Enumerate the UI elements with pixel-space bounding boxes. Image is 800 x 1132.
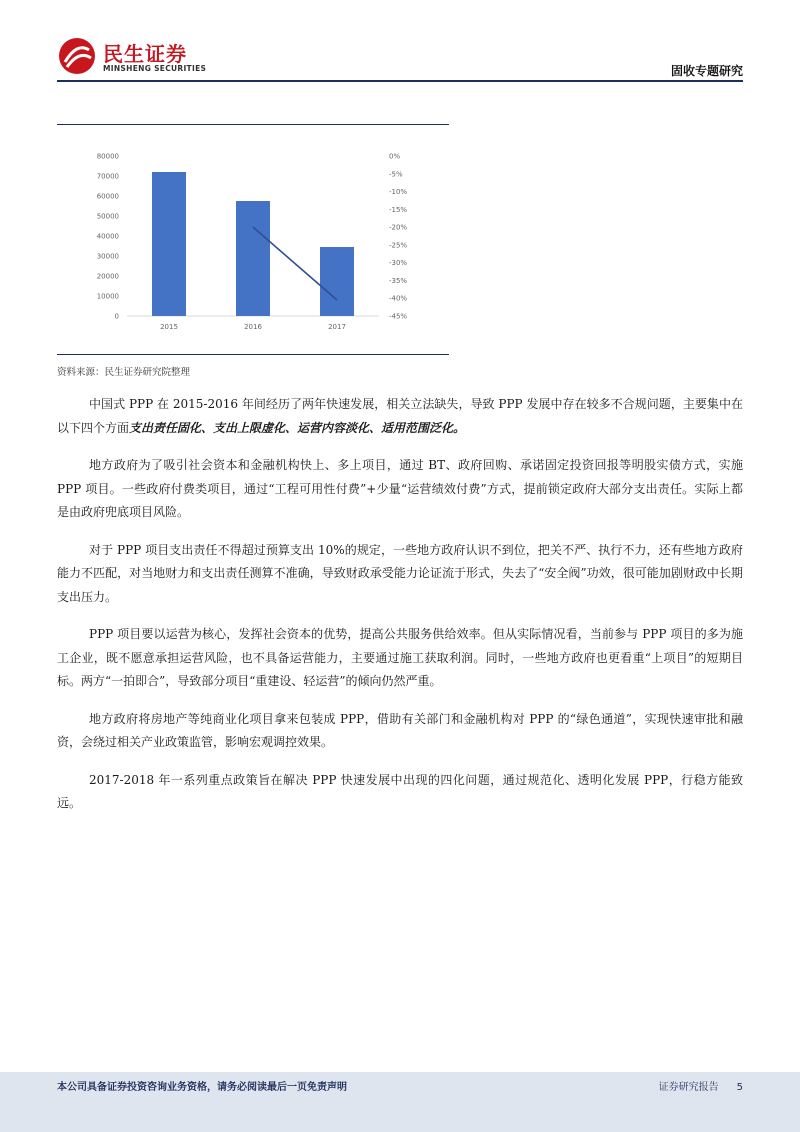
paragraph-3: 对于 PPP 项目支出责任不得超过预算支出 10%的规定，一些地方政府认识不到位，把关不严、执行不力，还有些地方政府能力不匹配，对当地财力和支出责任测算不准确，导致财政承受能力论证流于形式，失去了“安全阀”功效，很可能加剧财政中长期支出压力。 [57,542,743,604]
paragraph-4: PPP 项目要以运营为核心，发挥社会资本的优势，提高公共服务供给效率。但从实际情况看，当前参与 PPP 项目的多为施工企业，既不愿意承担运营风险，也不具备运营能力，主要通过施工获取利润。同时，一些地方政府也更看重“上项目”的短期目标。两方“一拍即合”，导致部分项目“重建设、轻运营”的倾向仍然严重。 [57,627,743,688]
y2-tick-label: -40% [389,294,408,303]
y2-tick-label: -30% [389,259,408,268]
y-tick-label: 50000 [96,212,119,221]
y-tick-label: 0 [114,312,119,321]
page-number: 5 [736,1082,743,1093]
paragraph-1-text: 中国式 PPP 在 2015-2016 年间经历了两年快速发展，相关立法缺失，导致 PPP 发展中存在较多不合规问题，主要集中在以下四个方面 [57,397,743,435]
footer-report-label: 证券研究报告 [658,1082,719,1093]
chart-source-note: 资料来源：民生证券研究院整理 [57,367,191,378]
ppp-bar-line-chart [57,140,449,340]
bar-2015 [152,172,186,316]
bar-2017 [320,247,354,316]
y2-tick-label: -15% [389,205,408,214]
x-tick-label: 2015 [160,323,178,331]
paragraph-6: 2017-2018 年一系列重点政策旨在解决 PPP 快速发展中出现的四化问题，通过规范化、透明化发展 PPP，行稳方能致远。 [57,772,743,810]
bar-2016 [236,201,270,316]
y-tick-label: 40000 [96,232,119,241]
y-tick-label: 70000 [96,172,119,181]
x-tick-label: 2017 [328,323,346,331]
y2-tick-label: -45% [389,312,408,321]
body-text [57,393,743,830]
y2-tick-label: -5% [389,170,403,179]
paragraph-1-emphasis: 支出责任固化、支出上限虚化、运营内容淡化、适用范围泛化。 [129,420,466,435]
chart-top-rule [57,124,449,125]
y-tick-label: 30000 [96,252,119,261]
footer-disclaimer: 本公司具备证券投资咨询业务资格，请务必阅读最后一页免责声明 [57,1082,347,1093]
y2-tick-label: -35% [389,276,408,285]
page-header [0,0,800,80]
y-tick-label: 10000 [96,292,119,301]
paragraph-5: 地方政府将房地产等纯商业化项目拿来包装成 PPP，借助有关部门和金融机构对 PPP 的“绿色通道”，实现快速审批和融资，会绕过相关产业政策监管，影响宏观调控效果。 [57,711,743,749]
footer-right [659,1078,743,1093]
header-divider [57,80,743,82]
paragraph-2: 地方政府为了吸引社会资本和金融机构快上、多上项目，通过 BT、政府回购、承诺固定投资回报等明股实债方式，实施 PPP 项目。一些政府付费类项目，通过“工程可用性付费”+少量“运营绩效付费”方式，提前锁定政府大部分支出责任。实际上都是由政府兜底项目风险。 [57,458,743,519]
y2-tick-label: -25% [389,241,408,250]
brand-name-cn: 民生证券 [103,42,187,66]
y-tick-label: 60000 [96,192,119,201]
y2-tick-label: 0% [389,152,401,161]
report-type-label: 固收专题研究 [670,64,743,78]
paragraph-1 [57,393,743,440]
y2-tick-label: -10% [389,188,408,197]
chart-bottom-rule [57,354,449,355]
y2-tick-label: -20% [389,223,408,232]
x-tick-label: 2016 [244,323,262,331]
minsheng-logo-icon [57,36,97,76]
brand-name-en: MINSHENG SECURITIES [103,64,207,73]
y-tick-label: 20000 [96,272,119,281]
y-tick-label: 80000 [96,152,119,161]
